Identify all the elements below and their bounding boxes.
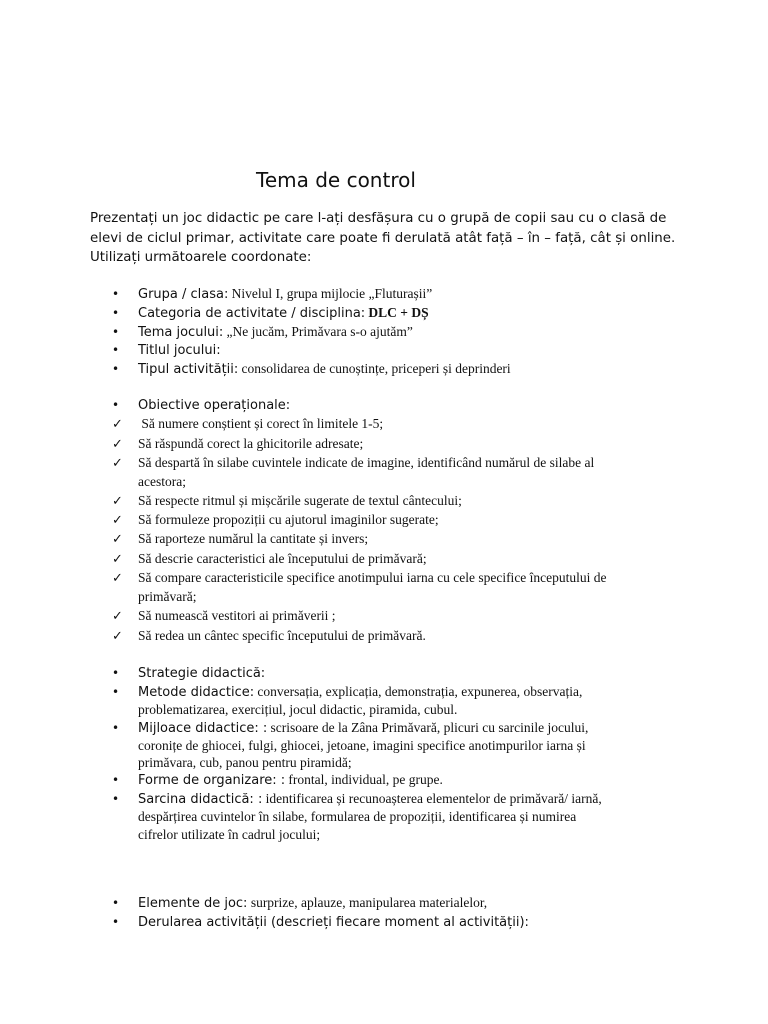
objective-text: Să numere conștient și corect în limitele 1-5;: [138, 416, 384, 431]
objective-item: [112, 415, 383, 434]
item-value: scrisoare de la Zâna Primăvară, plicuri cu sarcinile jocului,: [270, 720, 589, 735]
item-value: despărțirea cuvintelor în silabe, formularea de propoziții, identificarea și numirea: [138, 809, 577, 824]
objective-item: [112, 454, 594, 473]
intro-line: Utilizați următoarele coordonate:: [90, 250, 312, 265]
intro-line: elevi de ciclul primar, activitate care poate fi derulată atât față – în – față, cât și online.: [90, 230, 676, 246]
item-label: Derularea activității (descrieți fiecare moment al activității):: [138, 915, 529, 930]
item-value: „Ne jucăm, Primăvara s-o ajutăm”: [226, 324, 413, 339]
intro-line: Prezentați un joc didactic pe care l-ați desfășura cu o grupă de copii sau cu o clasă de: [90, 211, 667, 226]
item-label: Categoria de activitate / disciplina:: [138, 306, 366, 321]
list-item-mijloace: [112, 719, 588, 738]
objective-text: Să raporteze numărul la cantitate și invers;: [138, 531, 369, 546]
list-item-derularea: [112, 913, 529, 932]
list-item-grupa: [112, 285, 432, 304]
item-value: consolidarea de cunoștințe, priceperi și deprinderi: [241, 361, 511, 376]
item-label: Tipul activității:: [138, 362, 239, 377]
list-item-titlul: [112, 341, 221, 360]
item-value: coronițe de ghiocei, fulgi, ghiocei, jetoane, imagini specifice anotimpurilor iarna și: [138, 738, 586, 753]
checkmark-icon: ✓: [112, 629, 123, 644]
item-continuation: [138, 808, 576, 826]
bullet-icon: •: [112, 721, 120, 735]
item-continuation: [138, 826, 320, 844]
item-label: Sarcina didactică: :: [138, 792, 263, 807]
bullet-icon: •: [112, 666, 120, 680]
checkmark-icon: ✓: [112, 552, 123, 567]
bullet-icon: •: [112, 792, 120, 806]
item-continuation: [138, 701, 457, 719]
list-item-tipul: [112, 360, 511, 379]
item-value: conversația, explicația, demonstrația, expunerea, observația,: [257, 684, 583, 699]
checkmark-icon: ✓: [112, 609, 123, 624]
bullet-icon: •: [112, 685, 120, 699]
objective-text: acestora;: [138, 474, 186, 489]
list-item-elemente: [112, 894, 487, 913]
list-item-strategie: [112, 664, 265, 683]
item-value: identificarea și recunoașterea elementelor de primăvară/ iarnă,: [265, 791, 602, 806]
objective-item: [112, 530, 368, 549]
objective-text: Să redea un cântec specific începutului de primăvară.: [138, 628, 426, 643]
item-value: Nivelul I, grupa mijlocie „Fluturașii”: [231, 286, 433, 301]
objective-text: Să despartă în silabe cuvintele indicate de imagine, identificând numărul de silabe al: [138, 455, 595, 470]
checkmark-icon: ✓: [112, 513, 123, 528]
item-continuation: [138, 737, 586, 755]
bullet-icon: •: [112, 325, 120, 339]
objective-text: Să numească vestitori ai primăverii ;: [138, 608, 336, 623]
item-value: DLC + DȘ: [368, 305, 429, 320]
objective-text: Să compare caracteristicile specifice anotimpului iarna cu cele specifice începutului de: [138, 570, 607, 585]
item-value: frontal, individual, pe grupe.: [288, 772, 443, 787]
objective-item: [112, 627, 426, 646]
bullet-icon: •: [112, 896, 120, 910]
item-label: Mijloace didactice: :: [138, 721, 268, 736]
checkmark-icon: ✓: [112, 571, 123, 586]
list-item-obiective: [112, 396, 290, 415]
objective-text: Să răspundă corect la ghicitorile adresate;: [138, 436, 364, 451]
item-label: Elemente de joc:: [138, 896, 248, 911]
list-item-forme: [112, 771, 443, 790]
bullet-icon: •: [112, 398, 120, 412]
item-label: Strategie didactică:: [138, 666, 266, 681]
objective-text: Să respecte ritmul și mișcările sugerate de textul cântecului;: [138, 493, 462, 508]
bullet-icon: •: [112, 306, 120, 320]
objective-item: [112, 435, 363, 454]
objective-text: Să formuleze propoziții cu ajutorul imaginilor sugerate;: [138, 512, 439, 527]
intro-paragraph: [90, 209, 690, 268]
checkmark-icon: ✓: [112, 494, 123, 509]
objective-item: [112, 492, 462, 511]
objective-item: [112, 569, 607, 588]
bullet-icon: •: [112, 773, 120, 787]
item-value: primăvara, cub, panou pentru piramidă;: [138, 755, 352, 770]
objective-continuation: [138, 473, 186, 491]
bullet-icon: •: [112, 362, 120, 376]
list-item-metode: [112, 683, 582, 702]
bullet-icon: •: [112, 915, 120, 929]
checkmark-icon: ✓: [112, 417, 123, 432]
item-continuation: [138, 754, 352, 772]
item-label: Grupa / clasa:: [138, 287, 229, 302]
checkmark-icon: ✓: [112, 532, 123, 547]
objective-text: Să descrie caracteristici ale începutului de primăvară;: [138, 551, 427, 566]
list-item-tema: [112, 323, 413, 342]
bullet-icon: •: [112, 343, 120, 357]
checkmark-icon: ✓: [112, 437, 123, 452]
document-title: Tema de control: [256, 168, 416, 192]
item-value: cifrelor utilizate în cadrul jocului;: [138, 827, 321, 842]
item-label: Forme de organizare: :: [138, 773, 286, 788]
list-item-categoria: [112, 304, 429, 323]
objective-item: [112, 607, 336, 626]
bullet-icon: •: [112, 287, 120, 301]
item-label: Titlul jocului:: [138, 343, 221, 358]
item-label: Metode didactice:: [138, 685, 255, 700]
objective-item: [112, 550, 427, 569]
objective-text: primăvară;: [138, 589, 197, 604]
list-item-sarcina: [112, 790, 602, 809]
objective-item: [112, 511, 439, 530]
checkmark-icon: ✓: [112, 456, 123, 471]
item-value: problematizarea, exercițiul, jocul didactic, piramida, cubul.: [138, 702, 458, 717]
item-value: surprize, aplauze, manipularea materialelor,: [247, 895, 488, 910]
objective-continuation: [138, 588, 196, 606]
item-label: Tema jocului:: [138, 325, 224, 340]
item-label: Obiective operaționale:: [138, 398, 291, 413]
